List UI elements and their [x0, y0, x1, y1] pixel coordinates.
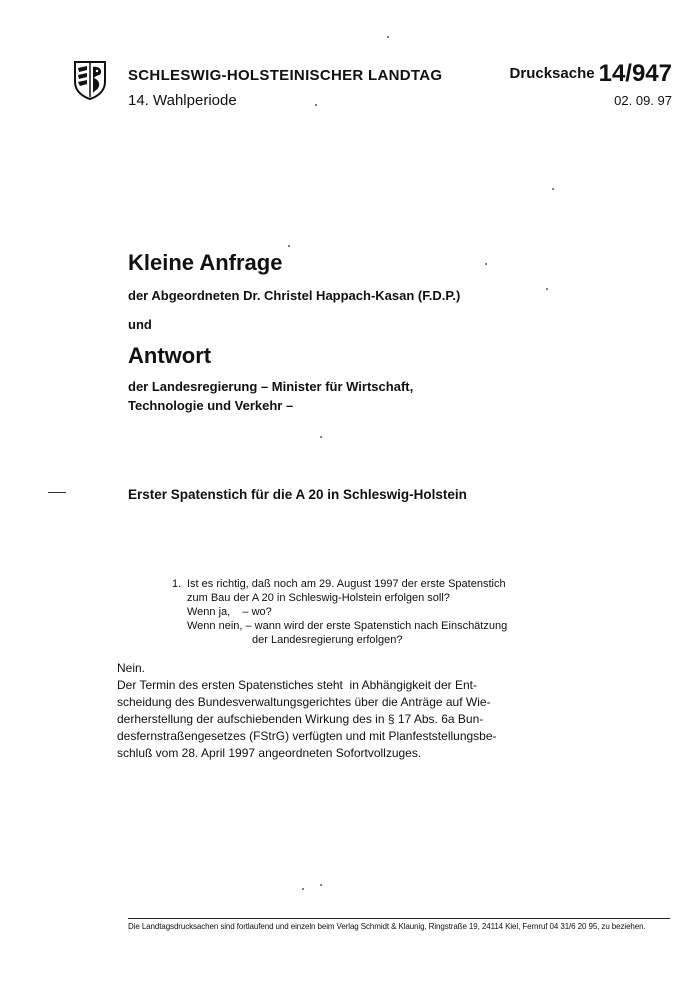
question-line-4: Wenn nein, – wann wird der erste Spatenstich nach Einschätzung: [187, 620, 508, 632]
scan-speck: [302, 888, 304, 890]
scan-speck: [546, 288, 548, 290]
answer-line: schluß vom 28. April 1997 angeordneten Sofortvollzuges.: [117, 746, 422, 760]
question-line-1: Ist es richtig, daß noch am 29. August 1997 der erste Spatenstich: [187, 578, 506, 590]
scan-speck: [320, 436, 322, 438]
question-line-3: Wenn ja, – wo?: [187, 606, 272, 618]
drucksache-block: [510, 60, 672, 88]
question-line-5: der Landesregierung erfolgen?: [252, 634, 403, 646]
document-date: 02. 09. 97: [614, 93, 672, 108]
kleine-anfrage-heading: Kleine Anfrage: [128, 250, 283, 275]
document-subject: Erster Spatenstich für die A 20 in Schleswig-Holstein: [128, 487, 467, 502]
scan-speck: [288, 245, 290, 247]
drucksache-label: Drucksache: [509, 65, 595, 82]
landesregierung-line-1: der Landesregierung – Minister für Wirtschaft,: [128, 379, 414, 394]
answer-line: scheidung des Bundesverwaltungsgerichtes über die Anträge auf Wie-: [117, 695, 491, 709]
question-number: 1.: [172, 578, 182, 590]
abgeordnete-line: der Abgeordneten Dr. Christel Happach-Kasan (F.D.P.): [128, 288, 461, 303]
antwort-heading: Antwort: [128, 343, 212, 368]
landesregierung-line-2: Technologie und Verkehr –: [128, 398, 294, 413]
election-period: 14. Wahlperiode: [128, 92, 237, 109]
answer-line: desfernstraßengesetzes (FStrG) verfügten und mit Planfeststellungsbe-: [117, 729, 497, 743]
answer-line: derherstellung der aufschiebenden Wirkung des in § 17 Abs. 6a Bun-: [117, 712, 484, 726]
margin-mark: [48, 492, 66, 493]
scan-speck: [387, 36, 389, 38]
scan-speck: [552, 188, 554, 190]
und-line: und: [128, 317, 152, 332]
answer-text: [117, 660, 677, 762]
scan-speck: [485, 263, 487, 265]
institution-name: SCHLESWIG-HOLSTEINISCHER LANDTAG: [128, 67, 443, 84]
drucksache-number: 14/947: [598, 60, 672, 87]
answer-line: Nein.: [117, 661, 146, 675]
question-line-2: zum Bau der A 20 in Schleswig-Holstein erfolgen soll?: [187, 592, 450, 604]
scan-speck: [315, 104, 317, 106]
footer-rule: [128, 918, 670, 919]
landtag-crest-logo: [72, 60, 108, 100]
scan-speck: [320, 884, 322, 886]
footer-note: Die Landtagsdrucksachen sind fortlaufend und einzeln beim Verlag Schmidt & Klaunig, Ringstraße 19, 24114 Kiel, Fernruf 04 31/6 20 95, zu beziehen.: [128, 922, 646, 931]
answer-line: Der Termin des ersten Spatenstiches steht in Abhängigkeit der Ent-: [117, 678, 477, 692]
